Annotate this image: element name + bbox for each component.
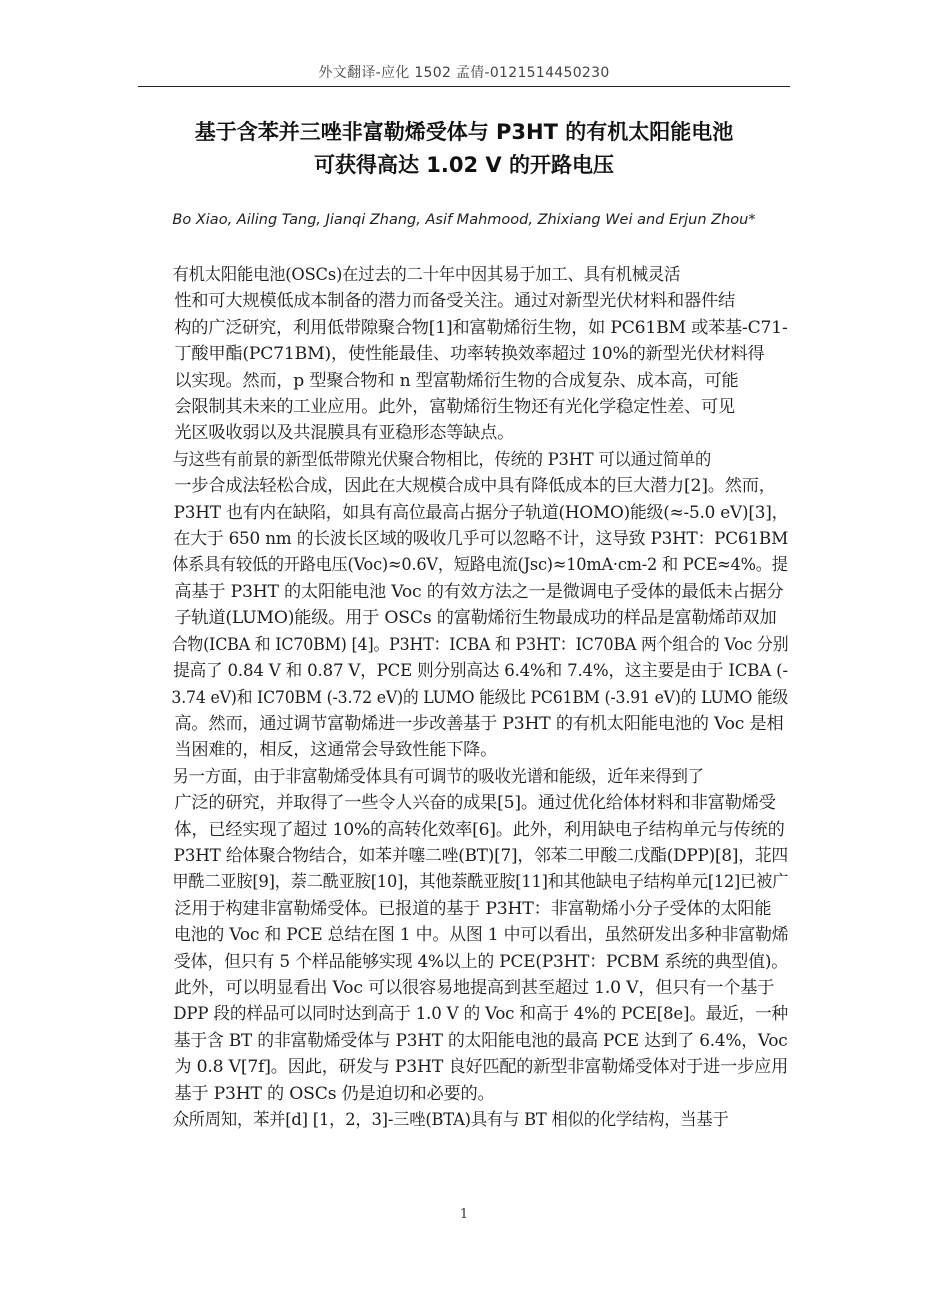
- paragraph-2: [140, 447, 788, 764]
- title-line-2: 可获得高达 1.02 V 的开路电压: [314, 153, 614, 177]
- text-line: 提高了 0.84 V 和 0.87 V，PCE 则分别高达 6.4%和 7.4%，这主要是由于 ICBA (-: [173, 661, 788, 682]
- body-text: [140, 262, 788, 1133]
- text-line: 基于含 BT 的非富勒烯受体与 P3HT 的太阳能电池的最高 PCE 达到了 6.4%，Voc: [173, 1030, 788, 1051]
- paragraph-4: [140, 1107, 788, 1133]
- text-line: 高基于 P3HT 的太阳能电池 Voc 的有效方法之一是微调电子受体的最低未占据分: [174, 581, 784, 602]
- text-line: 体系具有较低的开路电压(Voc)≈0.6V，短路电流(Jsc)≈10mA·cm-2 和 PCE≈4%。提: [172, 555, 788, 576]
- text-line: 合物(ICBA 和 IC70BM) [4]。P3HT：ICBA 和 P3HT：IC70BA 两个组合的 Voc 分别: [171, 634, 789, 655]
- title-line-1: 基于含苯并三唑非富勒烯受体与 P3HT 的有机太阳能电池: [194, 120, 734, 144]
- text-line: 此外，可以明显看出 Voc 可以很容易地提高到甚至超过 1.0 V，但只有一个基于: [174, 977, 775, 998]
- text-line: 光区吸收弱以及共混膜具有亚稳形态等缺点。: [174, 423, 515, 444]
- text-line: 甲酰二亚胺[9]，萘二酰亚胺[10]，其他萘酰亚胺[11]和其他缺电子结构单元[12]已被广: [172, 872, 789, 893]
- text-line: 另一方面，由于非富勒烯受体具有可调节的吸收光谱和能级，近年来得到了: [172, 766, 704, 787]
- text-line: 会限制其未来的工业应用。此外，富勒烯衍生物还有光化学稳定性差、可见: [174, 397, 735, 418]
- paragraph-3: [140, 764, 788, 1107]
- text-line: DPP 段的样品可以同时达到高于 1.0 V 的 Voc 和高于 4%的 PCE[8e]。最近，一种: [173, 1004, 788, 1025]
- text-line: 以实现。然而，p 型聚合物和 n 型富勒烯衍生物的合成复杂、成本高，可能: [174, 370, 739, 391]
- author-list: Bo Xiao, Ailing Tang, Jianqi Zhang, Asif Mahmood, Zhixiang Wei and Erjun Zhou*: [172, 212, 756, 228]
- text-line: 一步合成法轻松合成，因此在大规模合成中具有降低成本的巨大潜力[2]。然而，: [174, 476, 776, 497]
- text-line: 电池的 Voc 和 PCE 总结在图 1 中。从图 1 中可以看出，虽然研发出多种非富勒烯: [173, 925, 789, 946]
- text-line: 体，已经实现了超过 10%的高转化效率[6]。此外，利用缺电子结构单元与传统的: [174, 819, 785, 840]
- text-line: 有机太阳能电池(OSCs)在过去的二十年中因其易于加工、具有机械灵活: [172, 265, 681, 285]
- text-line: P3HT 给体聚合物结合，如苯并噻二唑(BT)[7]，邻苯二甲酸二戊酯(DPP)[8]，苝四: [173, 845, 789, 866]
- text-line: 性和可大规模低成本制备的潜力而备受关注。通过对新型光伏材料和器件结: [174, 291, 735, 312]
- paragraph-1: [140, 262, 788, 447]
- header-rule: [138, 86, 790, 87]
- text-line: 泛用于构建非富勒烯受体。已报道的基于 P3HT：非富勒烯小分子受体的太阳能: [174, 898, 772, 919]
- text-line: P3HT 也有内在缺陷，如具有高位最高占据分子轨道(HOMO)能级(≈-5.0 eV)[3]，: [173, 502, 789, 523]
- text-line: 构的广泛研究，利用低带隙聚合物[1]和富勒烯衍生物，如 PC61BM 或苯基-C71-: [174, 317, 788, 338]
- text-line: 广泛的研究，并取得了一些令人兴奋的成果[5]。通过优化给体材料和非富勒烯受: [174, 793, 776, 814]
- text-line: 高。然而，通过调节富勒烯进一步改善基于 P3HT 的有机太阳能电池的 Voc 是相: [174, 713, 784, 734]
- text-line: 子轨道(LUMO)能级。用于 OSCs 的富勒烯衍生物最成功的样品是富勒烯茚双加: [174, 608, 777, 629]
- paper-title: [140, 116, 788, 182]
- text-line: 当困难的，相反，这通常会导致性能下降。: [174, 740, 498, 761]
- text-line: 为 0.8 V[7f]。因此，研发与 P3HT 良好匹配的新型非富勒烯受体对于进一步应用: [174, 1057, 789, 1078]
- text-line: 丁酸甲酯(PC71BM)，使性能最佳、功率转换效率超过 10%的新型光伏材料得: [174, 344, 765, 365]
- text-line: 受体，但只有 5 个样品能够实现 4%以上的 PCE(P3HT：PCBM 系统的典型值)。: [173, 951, 788, 972]
- text-line: 众所周知，苯并[d] [1，2，3]-三唑(BTA)具有与 BT 相似的化学结构，当基于: [172, 1110, 729, 1130]
- text-line: 基于 P3HT 的 OSCs 仍是迫切和必要的。: [174, 1083, 495, 1104]
- text-line: 3.74 eV)和 IC70BM (-3.72 eV)的 LUMO 能级比 PC61BM (-3.91 eV)的 LUMO 能级: [171, 687, 789, 708]
- page-number: 1: [459, 1207, 469, 1222]
- text-line: 在大于 650 nm 的长波长区域的吸收几乎可以忽略不计，这导致 P3HT：PC61BM: [173, 529, 789, 550]
- text-line: 与这些有前景的新型低带隙光伏聚合物相比，传统的 P3HT 可以通过简单的: [172, 449, 712, 470]
- running-header: 外文翻译-应化 1502 孟倩-0121514450230: [318, 65, 610, 81]
